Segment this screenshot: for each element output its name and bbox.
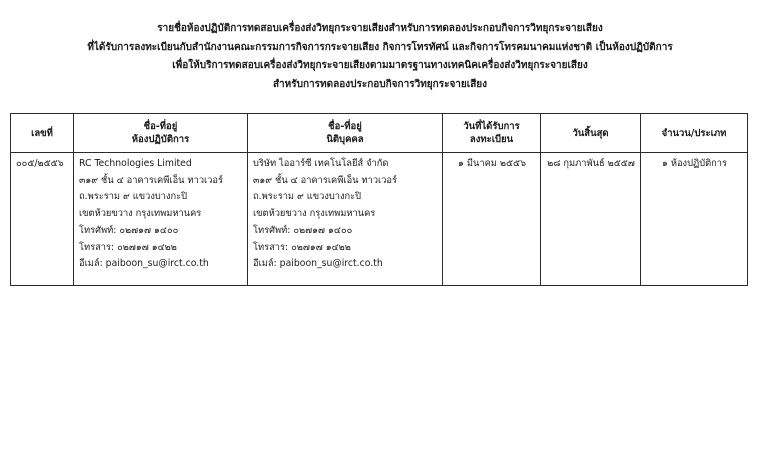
lab-name: RC Technologies Limited <box>79 158 192 169</box>
column-header-lab: ชื่อ-ที่อยู่ ห้องปฏิบัติการ <box>74 114 248 153</box>
lab-phone: โทรศัพท์: ๐๒๗๑๗ ๑๔๐๐ <box>79 224 179 236</box>
cell-lab-address <box>74 153 248 286</box>
column-header-count-type: จำนวน/ประเภท <box>641 114 748 153</box>
column-header-entity: ชื่อ-ที่อยู่ นิติบุคคล <box>248 114 443 153</box>
entity-name: บริษัท ไออาร์ซี เทคโนโลยีส์ จำกัด <box>253 158 389 169</box>
lab-fax: โทรสาร: ๐๒๗๑๗ ๑๔๒๒ <box>79 241 177 253</box>
column-header-expires: วันสิ้นสุด <box>541 114 641 153</box>
entity-address-line: เขตห้วยขวาง กรุงเทพมหานคร <box>253 208 376 220</box>
lab-address-line: ๓๑๙ ชั้น ๔ อาคารเคพีเอ็น ทาวเวอร์ <box>79 174 224 186</box>
entity-address-line: ๓๑๙ ชั้น ๔ อาคารเคพีเอ็น ทาวเวอร์ <box>253 174 398 186</box>
column-header-number: เลขที่ <box>11 114 74 153</box>
laboratory-table <box>10 113 748 286</box>
lab-address-line: ถ.พระราม ๙ แขวงบางกะปิ <box>79 191 188 203</box>
entity-email: อีเมล์: paiboon_su@irct.co.th <box>253 258 383 270</box>
entity-phone: โทรศัพท์: ๐๒๗๑๗ ๑๔๐๐ <box>253 224 353 236</box>
cell-registered-date: ๑ มีนาคม ๒๕๕๖ <box>443 153 541 286</box>
table-header-row <box>11 114 748 153</box>
document-heading <box>0 20 760 94</box>
heading-line-3: เพื่อให้บริการทดสอบเครื่องส่งวิทยุกระจายเสียงตามมาตรฐานทางเทคนิคเครื่องส่งวิทยุกระจายเสียง <box>172 60 588 72</box>
heading-line-2: ที่ได้รับการลงทะเบียนกับสำนักงานคณะกรรมการกิจการกระจายเสียง กิจการโทรทัศน์ และกิจการโทรคมนาคมแห่งชาติ เป็นห้องปฏิบัติการ <box>87 41 673 53</box>
entity-fax: โทรสาร: ๐๒๗๑๗ ๑๔๒๒ <box>253 241 351 253</box>
entity-address-line: ถ.พระราม ๙ แขวงบางกะปิ <box>253 191 362 203</box>
table-row <box>11 153 748 286</box>
lab-email: อีเมล์: paiboon_su@irct.co.th <box>79 258 209 270</box>
cell-count-type: ๑ ห้องปฏิบัติการ <box>641 153 748 286</box>
cell-number: ๐๐๕/๒๕๕๖ <box>11 153 74 286</box>
lab-address-line: เขตห้วยขวาง กรุงเทพมหานคร <box>79 208 202 220</box>
heading-line-1: รายชื่อห้องปฏิบัติการทดสอบเครื่องส่งวิทยุกระจายเสียงสำหรับการทดลองประกอบกิจการวิทยุกระจายเสียง <box>157 23 603 34</box>
cell-entity-address <box>248 153 443 286</box>
heading-line-4: สำหรับการทดลองประกอบกิจการวิทยุกระจายเสียง <box>272 78 488 90</box>
column-header-registered: วันที่ได้รับการ ลงทะเบียน <box>443 114 541 153</box>
cell-expiry-date: ๒๘ กุมภาพันธ์ ๒๕๕๗ <box>541 153 641 286</box>
